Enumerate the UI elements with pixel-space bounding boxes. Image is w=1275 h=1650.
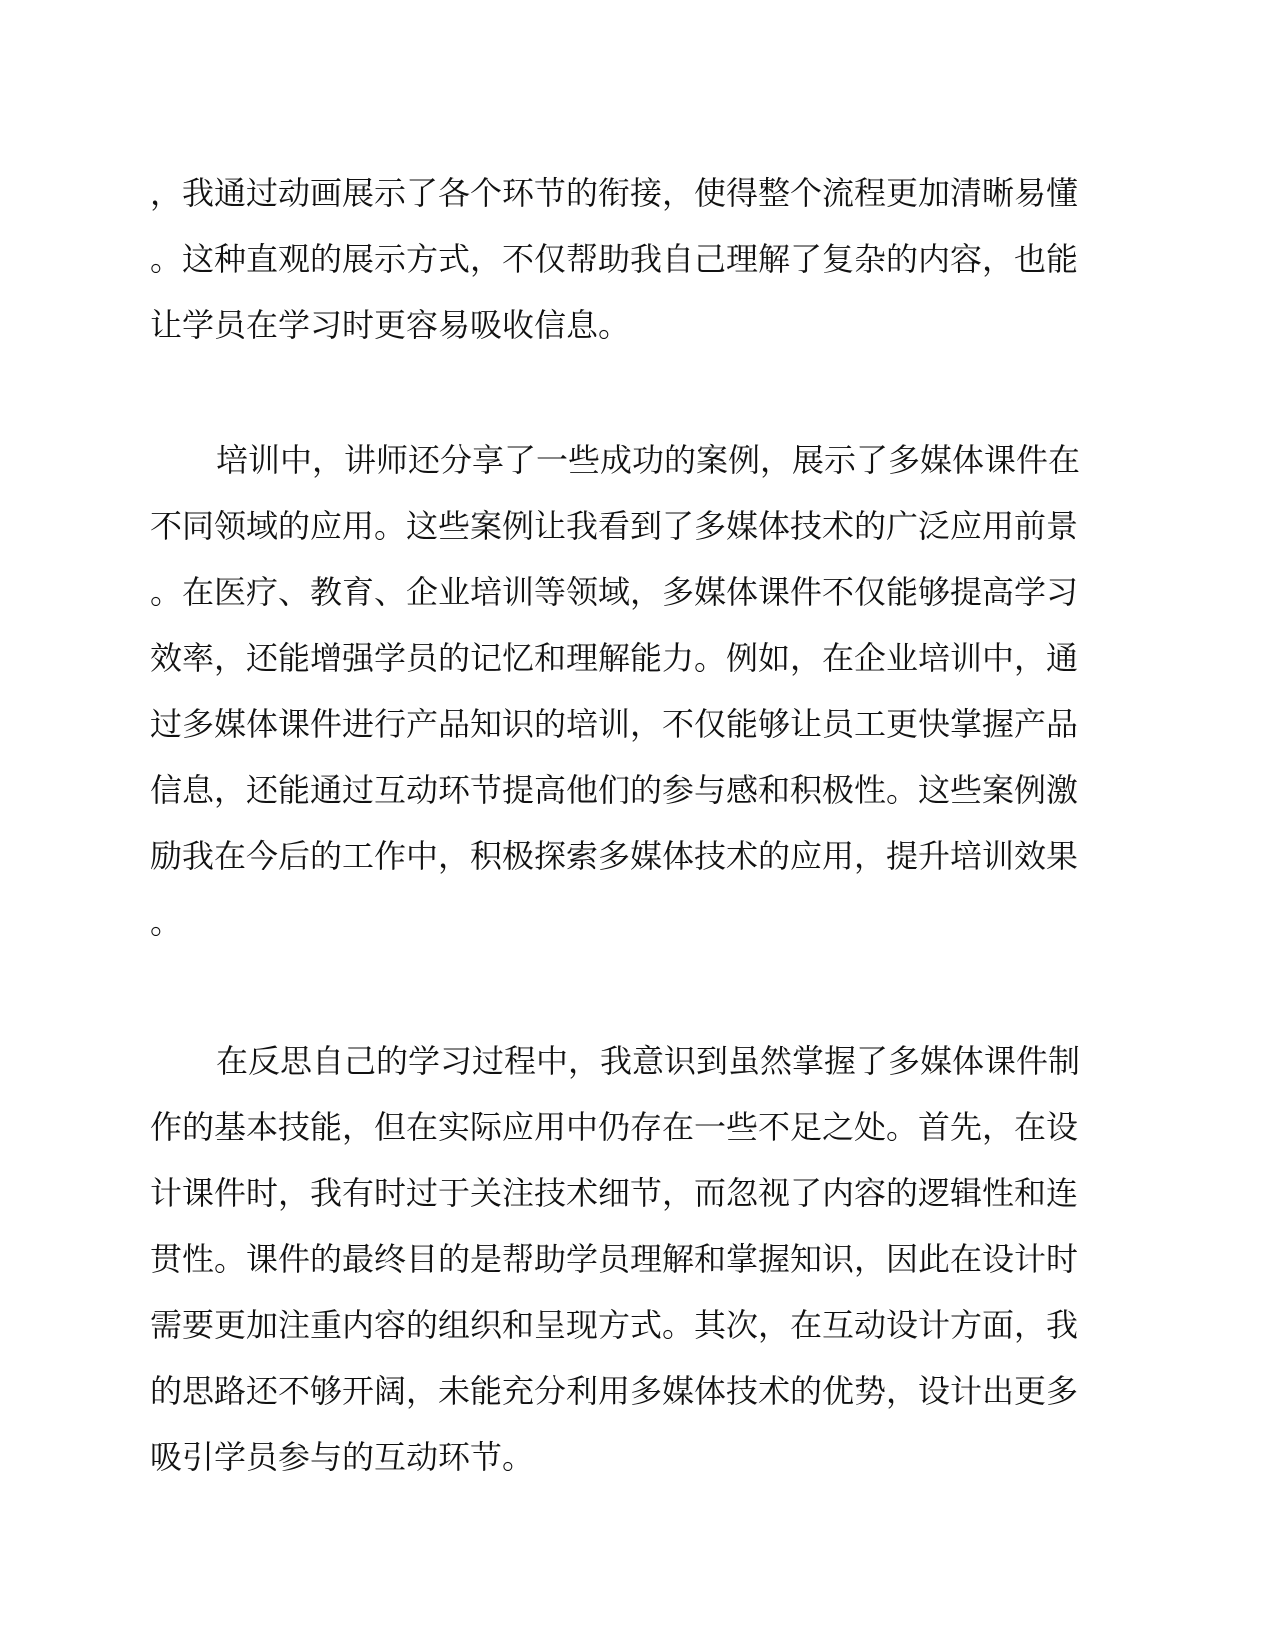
paragraph-line: 作的基本技能，但在实际应用中仍存在一些不足之处。首先，在设	[150, 1108, 1079, 1146]
paragraph-line: 信息，还能通过互动环节提高他们的参与感和积极性。这些案例激	[150, 771, 1079, 809]
paragraph-line: 不同领域的应用。这些案例让我看到了多媒体技术的广泛应用前景	[150, 507, 1079, 545]
paragraph-line: 吸引学员参与的互动环节。	[150, 1438, 535, 1476]
paragraph-3	[150, 1028, 1125, 1490]
paragraph-line: 效率，还能增强学员的记忆和理解能力。例如，在企业培训中，通	[150, 639, 1079, 677]
paragraph-line: ，我通过动画展示了各个环节的衔接，使得整个流程更加清晰易懂	[150, 174, 1079, 212]
paragraph-line: 过多媒体课件进行产品知识的培训，不仅能够让员工更快掌握产品	[150, 705, 1079, 743]
paragraph-line: 的思路还不够开阔，未能充分利用多媒体技术的优势，设计出更多	[150, 1372, 1079, 1410]
paragraph-line: 让学员在学习时更容易吸收信息。	[150, 306, 631, 344]
paragraph-line: 贯性。课件的最终目的是帮助学员理解和掌握知识，因此在设计时	[150, 1240, 1079, 1278]
paragraph-2	[150, 427, 1125, 955]
paragraph-line: 计课件时，我有时过于关注技术细节，而忽视了内容的逻辑性和连	[150, 1174, 1079, 1212]
paragraph-1	[150, 160, 1125, 358]
paragraph-line: 励我在今后的工作中，积极探索多媒体技术的应用，提升培训效果	[150, 837, 1079, 875]
paragraph-line: 。	[150, 903, 183, 941]
paragraph-line: 需要更加注重内容的组织和呈现方式。其次，在互动设计方面，我	[150, 1306, 1079, 1344]
paragraph-line: 在反思自己的学习过程中，我意识到虽然掌握了多媒体课件制	[216, 1042, 1081, 1080]
paragraph-line: 培训中，讲师还分享了一些成功的案例，展示了多媒体课件在	[216, 441, 1081, 479]
paragraph-line: 。在医疗、教育、企业培训等领域，多媒体课件不仅能够提高学习	[150, 573, 1079, 611]
paragraph-line: 。这种直观的展示方式，不仅帮助我自己理解了复杂的内容，也能	[150, 240, 1079, 278]
